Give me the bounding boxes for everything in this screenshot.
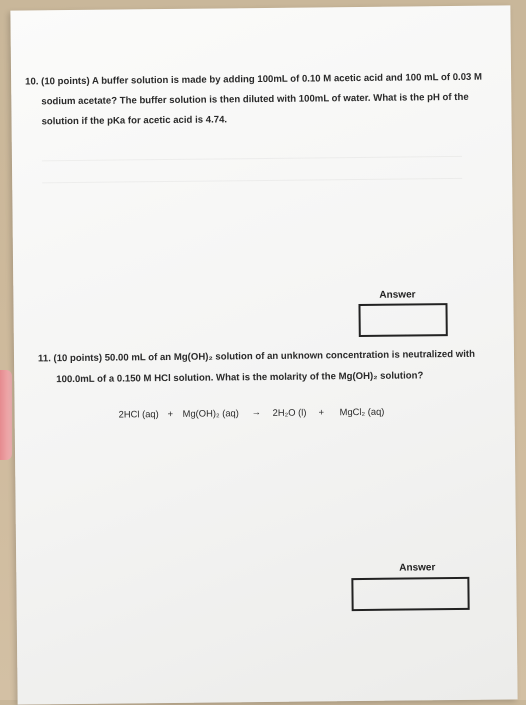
eq-reactant-2: Mg(OH)₂ (aq) — [182, 407, 239, 419]
q10-line-2: sodium acetate? The buffer solution is then diluted with 100mL of water. What is the pH of the — [41, 91, 469, 108]
eq-plus-2: + — [318, 406, 325, 418]
bleed-through-line — [42, 178, 462, 183]
q11-line-1: 11. (10 points) 50.00 mL of an Mg(OH)₂ solution of an unknown concentration is neutralized with — [37, 348, 475, 365]
pink-object-edge — [0, 370, 12, 460]
arrow-icon: → — [251, 406, 262, 418]
q11-answer-label: Answer — [399, 562, 436, 574]
eq-product-1: 2H₂O (l) — [272, 406, 307, 418]
eq-product-2: MgCl₂ (aq) — [339, 405, 385, 418]
bleed-through-line — [42, 156, 462, 161]
eq-reactant-1: 2HCl (aq) — [118, 408, 159, 420]
eq-plus-1: + — [167, 407, 174, 420]
q10-line-3: solution if the pKa for acetic acid is 4.74. — [41, 114, 228, 128]
q11-answer-box[interactable] — [351, 577, 469, 611]
q10-answer-label: Answer — [379, 289, 416, 301]
q10-answer-box[interactable] — [358, 303, 447, 337]
worksheet-page — [10, 5, 517, 704]
q10-line-1: 10. (10 points) A buffer solution is made by adding 100mL of 0.10 M acetic acid and 100 mL of 0.03 M — [25, 71, 483, 88]
q11-line-2: 100.0mL of a 0.150 M HCl solution. What is the molarity of the Mg(OH)₂ solution? — [56, 370, 424, 386]
